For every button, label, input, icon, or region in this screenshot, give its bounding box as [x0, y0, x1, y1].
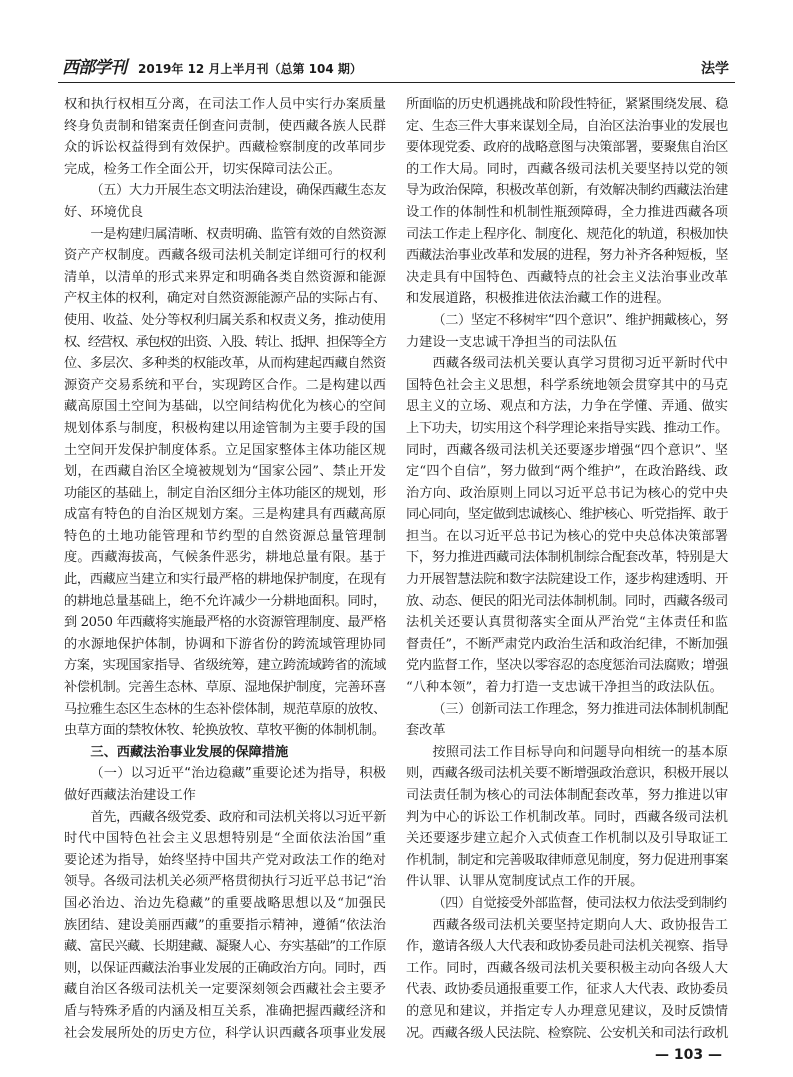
text-line: 下，努力推进西藏司法体制机制综合配套改革，特别是大 — [406, 550, 728, 566]
text-line: 定、生态三件大事来谋划全局，自治区法治事业的发展也 — [406, 118, 728, 134]
text-line: 位、多层次、多种类的权能改革，从而构建起西藏自然资 — [64, 356, 386, 372]
subsection-heading — [406, 310, 728, 353]
text-line: 设工作的体制性和机制性瓶颈障碍，全力推进西藏各项 — [406, 204, 728, 220]
text-line: （三）创新司法工作理念，努力推进司法体制机制配 — [432, 701, 728, 717]
text-line: 众的诉讼权益得到有效保护。西藏检察制度的改革同步 — [64, 140, 386, 156]
text-line: 产权主体的权利，确定对自然资源能源产品的实际占有、 — [64, 291, 386, 307]
text-line: （一）以习近平“治边稳藏”重要论述为指导，积极 — [90, 766, 386, 782]
text-line: 的工作大局。同时，西藏各级司法机关要坚持以党的领 — [406, 161, 728, 177]
text-line: 规划体系与制度，积极构建以用途管制为主要手段的国 — [64, 420, 386, 436]
text-line: 完成，检务工作全面公开，切实保障司法公正。 — [64, 161, 341, 177]
text-line: 力建设一支忠诚干净担当的司法队伍 — [406, 334, 617, 350]
text-line: 决走具有中国特色、西藏特点的社会主义法治事业改革 — [406, 269, 728, 285]
journal-logo: 西部学刊 — [62, 58, 126, 78]
text-line: 思主义的立场、观点和方法，力争在学懂、弄通、做实 — [406, 399, 728, 415]
text-line: 的意见和建议，并指定专人办理意见建议，及时反馈情 — [406, 1003, 728, 1019]
text-line: 源资产交易系统和平台，实现跨区合作。二是构建以西 — [64, 377, 386, 393]
text-line: 好、环境优良 — [64, 204, 144, 220]
text-line: （二）坚定不移树牢“四个意识”、维护拥戴核心，努 — [432, 312, 728, 328]
text-line: 西藏各级司法机关要坚持定期向人大、政协报告工 — [432, 917, 728, 933]
intro-paragraph — [64, 94, 386, 180]
text-line: 和发展道路，积极推进依法治藏工作的进程。 — [406, 291, 670, 307]
section-heading — [64, 742, 386, 764]
issue-info: 2019年 12 月上半月刊（总第 104 期） — [138, 62, 362, 76]
text-line: （四）自觉接受外部监督，使司法权力依法受到制约 — [432, 895, 727, 911]
subsection-heading — [64, 763, 386, 806]
text-line: 族团结、建设美丽西藏”的重要指示精神，遵循“依法治 — [64, 917, 386, 933]
text-line: 一是构建归属清晰、权责明确、监管有效的自然资源 — [90, 226, 386, 242]
text-line: 国特色社会主义思想，科学系统地领会贯穿其中的马克 — [406, 377, 728, 393]
text-line: （五）大力开展生态文明法治建设，确保西藏生态友 — [90, 183, 386, 199]
right-column — [406, 94, 728, 1045]
subsection-heading — [406, 893, 728, 915]
text-line: 资产产权制度。西藏各级司法机关制定详细可行的权利 — [64, 248, 386, 264]
text-line: 使用、收益、处分等权利归属关系和权责义务，推动使用 — [64, 312, 386, 328]
text-line: 划，在西藏自治区全境被规划为“国家公园”、禁止开发 — [64, 464, 386, 480]
text-line: 权、经营权、承包权的出资、入股、转让、抵押、担保等全方 — [64, 334, 386, 350]
section-label: 法学 — [701, 61, 729, 77]
text-line: 的水源地保护体制，协调和下游省份的跨流域管理协同 — [64, 636, 386, 652]
text-line: 做好西藏法治建设工作 — [64, 788, 196, 803]
left-column — [64, 94, 386, 1045]
text-line: 终身负责制和错案责任倒查问责制，使西藏各族人民群 — [64, 118, 386, 134]
text-line: 则，西藏各级司法机关要不断增强政治意识，积极开展以 — [406, 766, 728, 782]
paragraph — [406, 742, 728, 893]
paragraph — [406, 353, 728, 699]
text-line: 作，邀请各级人大代表和政协委员赴司法机关视察、指导 — [406, 939, 728, 955]
paragraph — [64, 224, 386, 742]
running-header — [58, 56, 735, 83]
text-line: 时代中国特色社会主义思想特别是“全面依法治国”重 — [64, 831, 386, 847]
text-line: 的耕地总量基础上，绝不允许减少一分耕地面积。同时， — [64, 593, 386, 609]
text-line: 同时，西藏各级司法机关还要逐步增强“四个意识”、坚 — [406, 442, 728, 458]
text-line: 担当。在以习近平总书记为核心的党中央总体决策部署 — [406, 528, 728, 544]
text-line: 同心同向，坚定做到忠诚核心、维护核心、听党指挥、敢于 — [406, 507, 728, 523]
paragraph — [406, 915, 728, 1045]
text-line: 按照司法工作目标导向和问题导向相统一的基本原 — [432, 744, 728, 760]
text-line: 司法工作走上程序化、制度化、规范化的轨道，积极加快 — [406, 226, 728, 242]
paragraph — [406, 94, 728, 310]
paragraph — [64, 807, 386, 1045]
text-line: 放、动态、便民的阳光司法体制机制。同时，西藏各级司 — [406, 593, 728, 609]
text-line: 藏自治区各级司法机关一定要深刻领会西藏社会主要矛 — [64, 982, 386, 998]
text-line: 西藏各级司法机关要认真学习贯彻习近平新时代中 — [432, 356, 728, 372]
text-line: 国必治边、治边先稳藏”的重要战略思想以及“加强民 — [64, 895, 386, 911]
text-line: 方案，实现国家指导、省级统筹，建立跨流域跨省的流域 — [64, 658, 386, 674]
subsection-heading — [64, 180, 386, 223]
text-line: 定“四个自信”，努力做到“两个维护”，在政治路线、政 — [406, 464, 728, 480]
text-line: 清单，以清单的形式来界定和明确各类自然资源和能源 — [64, 269, 386, 285]
text-line: 度。西藏海拔高，气候条件恶劣，耕地总量有限。基于 — [64, 550, 386, 566]
text-line: 党内监督工作，坚决以零容忍的态度惩治司法腐败；增强 — [406, 658, 728, 674]
text-line: 藏高原国土空间为基础，以空间结构优化为核心的空间 — [64, 399, 386, 415]
text-line: 土空间开发保护制度体系。立足国家整体主体功能区规 — [64, 442, 386, 458]
text-line: 补偿机制。完善生态林、草原、湿地保护制度，完善环喜 — [64, 680, 386, 696]
text-line: 作机制，制定和完善吸取律师意见制度，努力促进刑事案 — [406, 852, 728, 868]
text-line: 藏、富民兴藏、长期建藏、凝聚人心、夯实基础”的工作原 — [64, 939, 386, 955]
text-line: 成富有特色的自治区规划方案。三是构建具有西藏高原 — [64, 507, 386, 523]
text-line: 套改革 — [406, 723, 446, 739]
text-line: 首先，西藏各级党委、政府和司法机关将以习近平新 — [90, 809, 386, 825]
text-line: 要论述为指导，始终坚持中国共产党对政法工作的绝对 — [64, 852, 386, 868]
text-line: 功能区的基础上，制定自治区细分主体功能区的规划，形 — [64, 485, 386, 501]
text-line: “八种本领”，着力打造一支忠诚干净担当的政法队伍。 — [406, 680, 723, 696]
text-line: 判为中心的诉讼工作机制改革。同时，西藏各级司法机 — [406, 809, 728, 825]
text-line: 司法责任制为核心的司法体制配套改革，努力推进以审 — [406, 788, 728, 803]
text-line: 权和执行权相互分离，在司法工作人员中实行办案质量 — [64, 97, 386, 112]
text-line: 件认罪、认罪从宽制度试点工作的开展。 — [406, 874, 644, 890]
text-line: 虫草方面的禁牧休牧、轮换放牧、草牧平衡的体制机制。 — [64, 723, 385, 739]
text-line: 到 2050 年西藏将实施最严格的水资源管理制度、最严格 — [64, 615, 386, 631]
text-line: 所面临的历史机遇挑战和阶段性特征，紧紧围绕发展、稳 — [406, 97, 728, 112]
text-line: 关还要逐步建立起介入式侦查工作机制以及引导取证工 — [406, 831, 728, 847]
text-line: 要体现党委、政府的战略意图与决策部署，要聚焦自治区 — [406, 140, 728, 156]
text-line: 领导。各级司法机关必须严格贯彻执行习近平总书记“治 — [64, 874, 386, 890]
text-line: 三、西藏法治事业发展的保障措施 — [90, 744, 289, 760]
text-line: 法机关还要认真贯彻落实全面从严治党“主体责任和监 — [406, 615, 728, 631]
text-line: 导为政治保障，积极改革创新，有效解决制约西藏法治建 — [406, 183, 728, 199]
text-line: 督责任”，不断严肃党内政治生活和政治纪律，不断加强 — [406, 636, 728, 652]
text-line: 马拉雅生态区生态林的生态补偿体制，规范草原的放牧、 — [64, 701, 386, 717]
page-number: — 103 — — [655, 1047, 722, 1063]
text-line: 特色的土地功能管理和节约型的自然资源总量管理制 — [64, 528, 386, 544]
text-line: 力开展智慧法院和数字法院建设工作，逐步构建透明、开 — [406, 572, 728, 588]
text-line: 代表、政协委员通报重要工作，征求人大代表、政协委员 — [406, 982, 728, 998]
text-line: 治方向、政治原则上同以习近平总书记为核心的党中央 — [406, 485, 728, 501]
text-line: 上下功夫，切实用这个科学理论来指导实践、推动工作。 — [406, 420, 728, 436]
subsection-heading — [406, 699, 728, 742]
text-line: 西藏法治事业改革和发展的进程，努力补齐各种短板，坚 — [406, 248, 728, 264]
text-line: 则，以保证西藏法治事业发展的正确政治方向。同时，西 — [64, 960, 386, 976]
text-line: 社会发展所处的历史方位，科学认识西藏各项事业发展 — [64, 1025, 386, 1041]
text-line: 况。西藏各级人民法院、检察院、公安机关和司法行政机 — [406, 1025, 728, 1041]
text-line: 工作。同时，西藏各级司法机关要积极主动向各级人大 — [406, 960, 728, 976]
text-line: 盾与特殊矛盾的内涵及相互关系，准确把握西藏经济和 — [64, 1003, 386, 1019]
text-line: 此，西藏应当建立和实行最严格的耕地保护制度，在现有 — [64, 572, 386, 588]
